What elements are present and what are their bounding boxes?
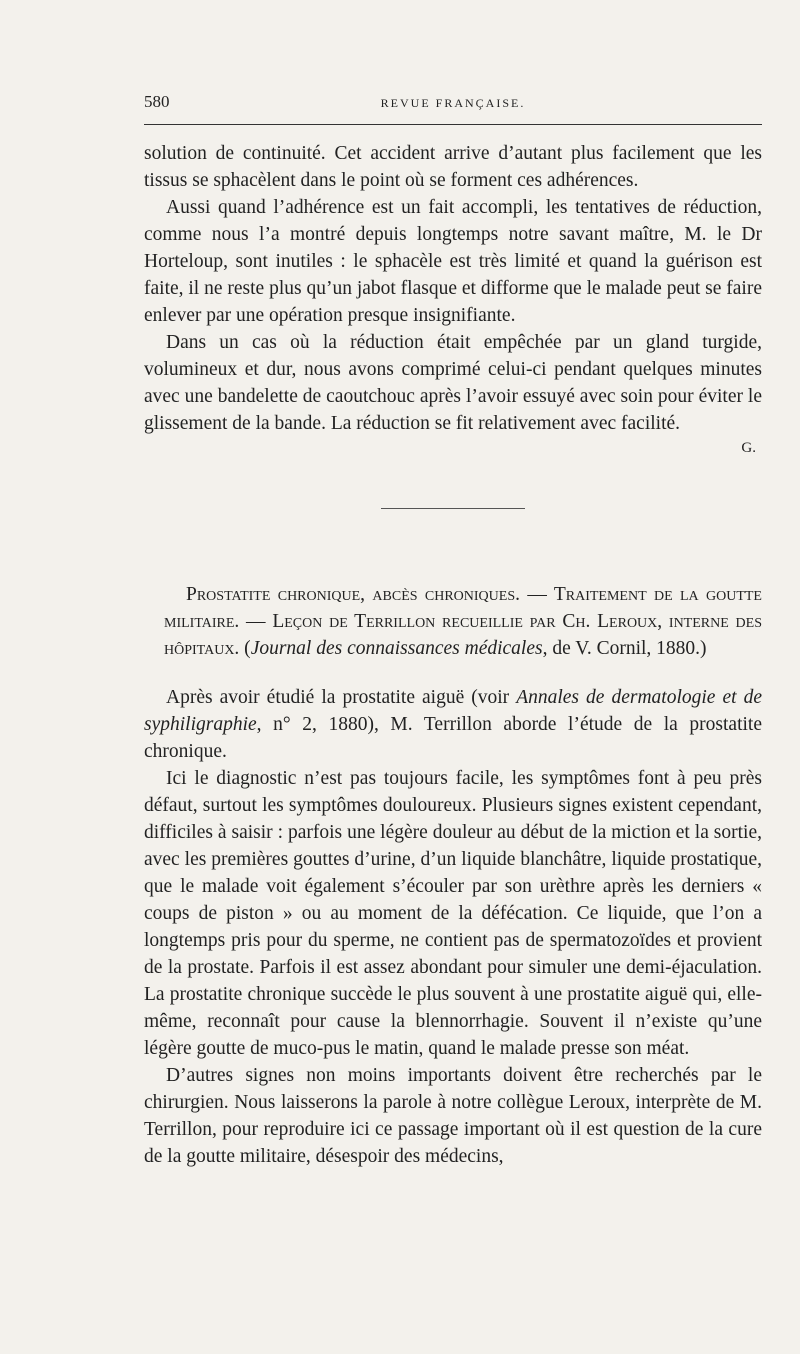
paragraph-4-start: Après avoir étudié la prostatite aiguë (voir [166, 687, 517, 708]
spacer [144, 662, 762, 684]
paragraph-6: D’autres signes non moins importants doivent être recherchés par le chirurgien. Nous laisserons la parole à notre collègue Leroux, interprète de M. Terrillon, pour reproduire ici ce passage important où il est question de la cure de la goutte militaire, désespoir des médecins, [144, 1065, 762, 1167]
article-heading-source: , de V. Cornil, 1880.) [542, 638, 707, 659]
page-number: 580 [144, 92, 170, 111]
page-header [144, 92, 762, 118]
header-rule [144, 124, 762, 125]
paragraph-1: solution de continuité. Cet accident arrive d’autant plus facilement que les tissus se sphacèlent dans le point où se forment ces adhérences. [144, 143, 762, 191]
signature: G. [741, 440, 756, 456]
paragraph-4-end: , n° 2, 1880), M. Terrillon aborde l’étude de la prostatite chronique. [144, 714, 762, 762]
running-title: REVUE FRANÇAISE. [380, 96, 526, 110]
paragraph-4 [144, 684, 762, 765]
body-text [144, 140, 762, 1170]
paragraph-3: Dans un cas où la réduction était empêchée par un gland turgide, volumineux et dur, nous avons comprimé celui-ci pendant quelques minutes avec une bandelette de caoutchouc après l’avoir essuyé avec soin pour éviter le glissement de la bande. La réduction se fit relativement avec facilité. [144, 332, 762, 434]
paragraph-5: Ici le diagnostic n’est pas toujours facile, les symptômes font à peu près défaut, surtout les symptômes douloureux. Plusieurs signes existent cependant, difficiles à saisir : parfois une légère douleur au début de la miction et la sortie, avec les premières gouttes d’urine, d’un liquide blanchâtre, liquide prostatique, que le malade voit également s’écouler par son urèthre après les derniers « coups de piston » ou au moment de la défécation. Ce liquide, que l’on a longtemps pris pour du sperme, ne contient pas de spermatozoïdes et provient de la prostate. Parfois il est assez abondant pour simuler une demi-éjaculation. La prostatite chronique succède le plus souvent à une prostatite aiguë qui, elle-même, reconnaît pour cause la blennorrhagie. Souvent il n’existe qu’une légère goutte de muco-pus le matin, quand le malade presse son méat. [144, 768, 762, 1059]
paragraph-2: Aussi quand l’adhérence est un fait accompli, les tentatives de réduction, comme nous l’a montré depuis longtemps notre savant maître, M. le Dr Horteloup, sont inutiles : le sphacèle est très limité et quand la guérison est faite, il ne reste plus qu’un jabot flasque et difforme que le malade peut se faire enlever par une opération presque insignifiante. [144, 197, 762, 326]
section-divider [381, 508, 525, 509]
paragraph-4-journal: Annales de dermatologie et de syphiligraphie [144, 687, 762, 735]
article-heading-journal: Journal des connaissances médicales [250, 638, 543, 659]
article-heading [144, 581, 762, 662]
article-heading-title: Prostatite chronique, abcès chroniques. — Traitement de la goutte militaire. — Leçon de Terrillon recueillie par Ch. Leroux, interne des hôpitaux. ( [164, 584, 762, 659]
